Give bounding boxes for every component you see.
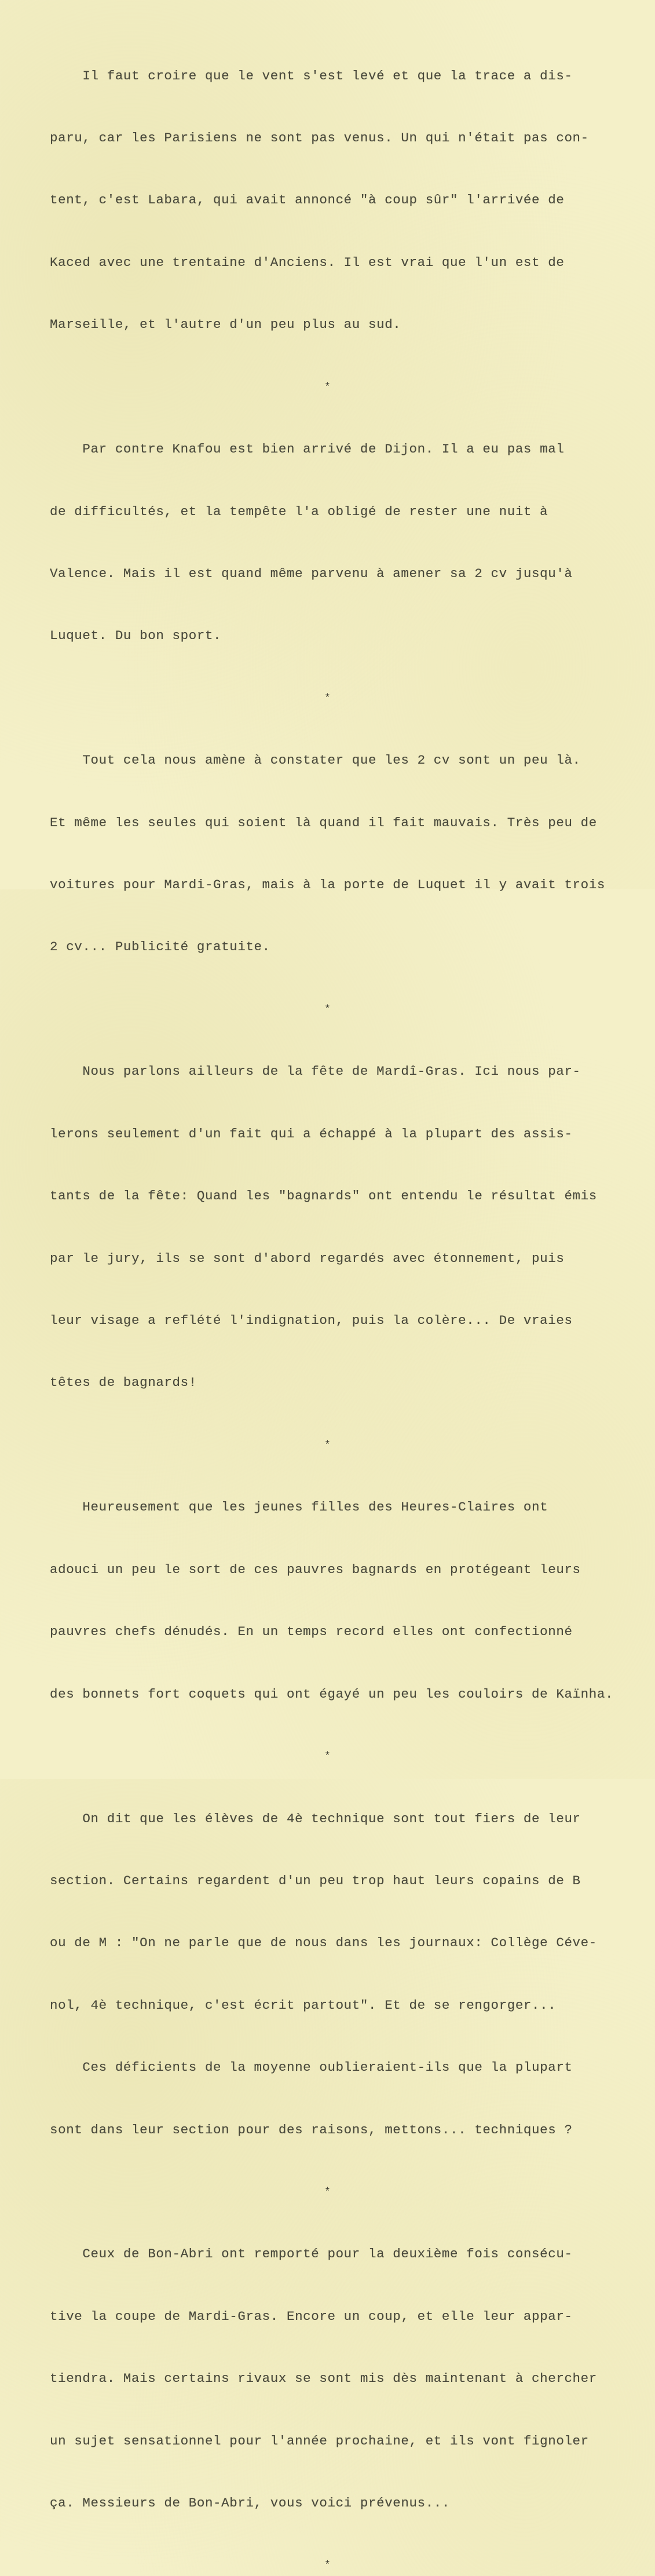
text-line: sont dans leur section pour des raisons, mettons... techniques ? — [50, 2122, 573, 2137]
paragraph-2 — [50, 398, 641, 688]
text-line: Luquet. Du bon sport. — [50, 628, 222, 644]
text-line: têtes de bagnards! — [50, 1375, 197, 1391]
text-line: section. Certains regardent d'un peu trop haut leurs copains de B — [50, 1873, 581, 1888]
text-line: Kaced avec une trentaine d'Anciens. Il est vrai que l'un est de — [50, 254, 565, 270]
separator-asterisk: * — [324, 2560, 331, 2572]
text-line: un sujet sensationnel pour l'année prochaine, et ils vont fignoler — [50, 2433, 589, 2449]
paragraph-7 — [50, 2203, 641, 2556]
text-line: ou de M : "On ne parle que de nous dans les journaux: Collège Céve- — [50, 1935, 597, 1951]
text-line: Heureusement que les jeunes filles des Heures-Claires ont — [50, 1499, 548, 1515]
text-line: paru, car les Parisiens ne sont pas venus. Un qui n'était pas con- — [50, 130, 589, 145]
separator-asterisk: * — [324, 1004, 331, 1016]
text-line: Nous parlons ailleurs de la fête de Mardî-Gras. Ici nous par- — [50, 1064, 581, 1079]
separator-asterisk: * — [324, 2186, 331, 2198]
text-line: ça. Messieurs de Bon-Abri, vous voici prévenus... — [50, 2495, 451, 2511]
text-line: nol, 4è technique, c'est écrit partout". Et de se rengorger... — [50, 1997, 557, 2013]
text-line: Ceux de Bon-Abri ont remporté pour la deuxième fois consécu- — [50, 2246, 573, 2262]
paragraph-3 — [50, 709, 641, 999]
text-line: pauvres chefs dénudés. En un temps record elles ont confectionné — [50, 1624, 573, 1640]
text-line: adouci un peu le sort de ces pauvres bagnards en protégeant leurs — [50, 1561, 581, 1577]
text-line: Valence. Mais il est quand même parvenu à amener sa 2 cv jusqu'à — [50, 565, 573, 581]
text-line: On dit que les élèves de 4è technique sont tout fiers de leur — [50, 1811, 581, 1826]
text-line: Et même les seules qui soient là quand il fait mauvais. Très peu de — [50, 815, 597, 830]
text-line: Marseille, et l'autre d'un peu plus au sud. — [50, 317, 401, 333]
text-line: des bonnets fort coquets qui ont égayé un peu les couloirs de Kaïnha. — [50, 1686, 614, 1702]
text-line: tiendra. Mais certains rivaux se sont mis dès maintenant à chercher — [50, 2371, 597, 2387]
text-line: Il faut croire que le vent s'est levé et que la trace a dis- — [50, 68, 573, 83]
paragraph-1 — [50, 24, 641, 377]
paragraph-6 — [50, 1767, 641, 2182]
text-line: voitures pour Mardi-Gras, mais à la porte de Luquet il y avait trois — [50, 877, 605, 893]
separator-asterisk: * — [324, 1750, 331, 1763]
separator-asterisk: * — [324, 692, 331, 705]
text-line: lerons seulement d'un fait qui a échappé à la plupart des assis- — [50, 1126, 573, 1141]
separator-asterisk: * — [324, 381, 331, 393]
text-line: Par contre Knafou est bien arrivé de Dijon. Il a eu pas mal — [50, 442, 565, 457]
text-line: 2 cv... Publicité gratuite. — [50, 939, 270, 955]
text-line: tive la coupe de Mardi-Gras. Encore un coup, et elle leur appar- — [50, 2308, 573, 2324]
text-line: par le jury, ils se sont d'abord regardés avec étonnement, puis — [50, 1250, 565, 1266]
text-line: Tout cela nous amène à constater que les 2 cv sont un peu là. — [50, 753, 581, 768]
text-line: tent, c'est Labara, qui avait annoncé "à coup sûr" l'arrivée de — [50, 192, 565, 208]
typewritten-page — [50, 24, 641, 2576]
text-line: de difficultés, et la tempête l'a obligé de rester une nuit à — [50, 503, 548, 519]
paragraph-4 — [50, 1020, 641, 1435]
paragraph-5 — [50, 1456, 641, 1746]
text-line: Ces déficients de la moyenne oublieraient-ils que la plupart — [50, 2060, 573, 2075]
separator-asterisk: * — [324, 1439, 331, 1451]
text-line: leur visage a reflété l'indignation, puis la colère... De vraies — [50, 1313, 573, 1329]
text-line: tants de la fête: Quand les "bagnards" ont entendu le résultat émis — [50, 1188, 597, 1204]
